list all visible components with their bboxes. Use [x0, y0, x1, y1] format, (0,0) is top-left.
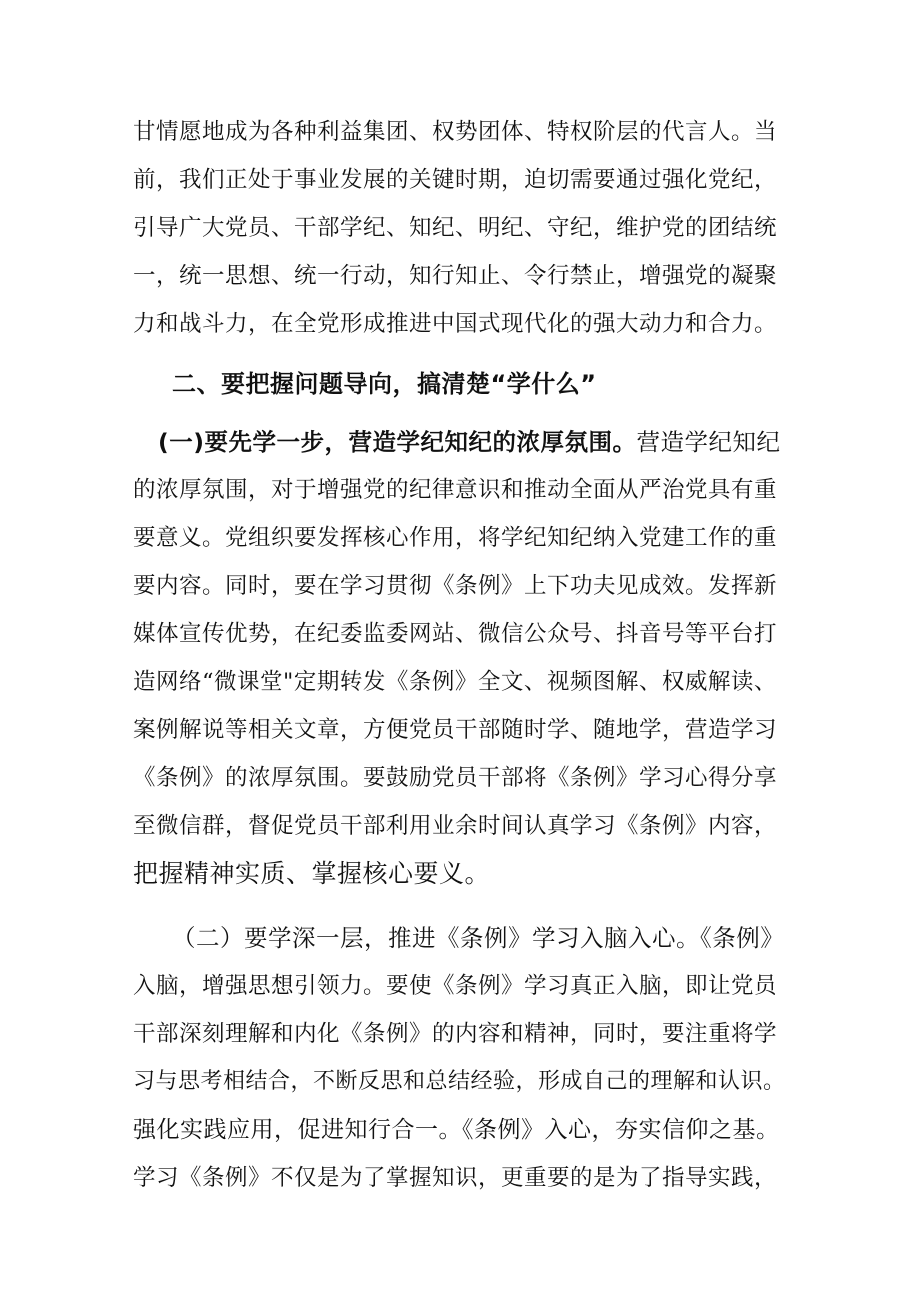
subsection-1-line-2: 的浓厚氛围，对于增强党的纪律意识和推动全面从严治党具有重 [133, 477, 778, 503]
subsection-1-line-6: 造网络“微课堂"定期转发《条例》全文、视频图解、权威解读、 [133, 669, 777, 695]
section-heading: 二、要把握问题导向，搞清楚“学什么” [172, 370, 597, 398]
paragraph-1-line-5: 力和战斗力，在全党形成推进中国式现代化的强大动力和合力。 [133, 311, 778, 337]
subsection-1-line-4: 要内容。同时，要在学习贯彻《条例》上下功夫见成效。发挥新 [133, 573, 778, 599]
subsection-2-line-6: 学习《条例》不仅是为了掌握知识，更重要的是为了指导实践， [133, 1165, 778, 1191]
subsection-1-title: (一)要先学一步，营造学纪知纪的浓厚氛围。 [158, 428, 637, 456]
subsection-1-line-8: 《条例》的浓厚氛围。要鼓励党员干部将《条例》学习心得分享 [133, 765, 778, 791]
subsection-2-line-2: 入脑，增强思想引领力。要使《条例》学习真正入脑，即让党员 [133, 973, 778, 999]
subsection-1-line-10: 把握精神实质、掌握核心要义。 [133, 859, 491, 888]
paragraph-1-line-2: 前，我们正处于事业发展的关键时期，迫切需要通过强化党纪， [133, 167, 778, 193]
subsection-1-line-7: 案例解说等相关文章，方便党员干部随时学、随地学，营造学习 [133, 717, 778, 743]
subsection-2-line-4: 习与思考相结合，不断反思和总结经验，形成自己的理解和认识。 [133, 1069, 786, 1094]
subsection-1-line-3: 要意义。党组织要发挥核心作用，将学纪知纪纳入党建工作的重 [133, 525, 778, 551]
subsection-1-first-line-rest: 营造学纪知纪 [636, 428, 781, 456]
subsection-2-first-line: （二）要学深一层，推进《条例》学习入脑入心。《条例》 [172, 924, 785, 952]
subsection-1-first-line [158, 425, 780, 459]
paragraph-1-line-1: 甘情愿地成为各种利益集团、权势团体、特权阶层的代言人。当 [133, 119, 778, 145]
subsection-2-line-3: 干部深刻理解和内化《条例》的内容和精神，同时，要注重将学 [133, 1021, 778, 1047]
subsection-2-line-5: 强化实践应用，促进知行合一。《条例》入心，夯实信仰之基。 [133, 1117, 780, 1143]
paragraph-1-line-3: 引导广大党员、干部学纪、知纪、明纪、守纪，维护党的团结统 [133, 215, 778, 241]
subsection-1-line-9: 至微信群，督促党员干部利用业余时间认真学习《条例》内容， [133, 813, 778, 839]
subsection-1-line-5: 媒体宣传优势，在纪委监委网站、微信公众号、抖音号等平台打 [133, 621, 778, 647]
paragraph-1-line-4: 一，统一思想、统一行动，知行知止、令行禁止，增强党的凝聚 [133, 263, 778, 289]
